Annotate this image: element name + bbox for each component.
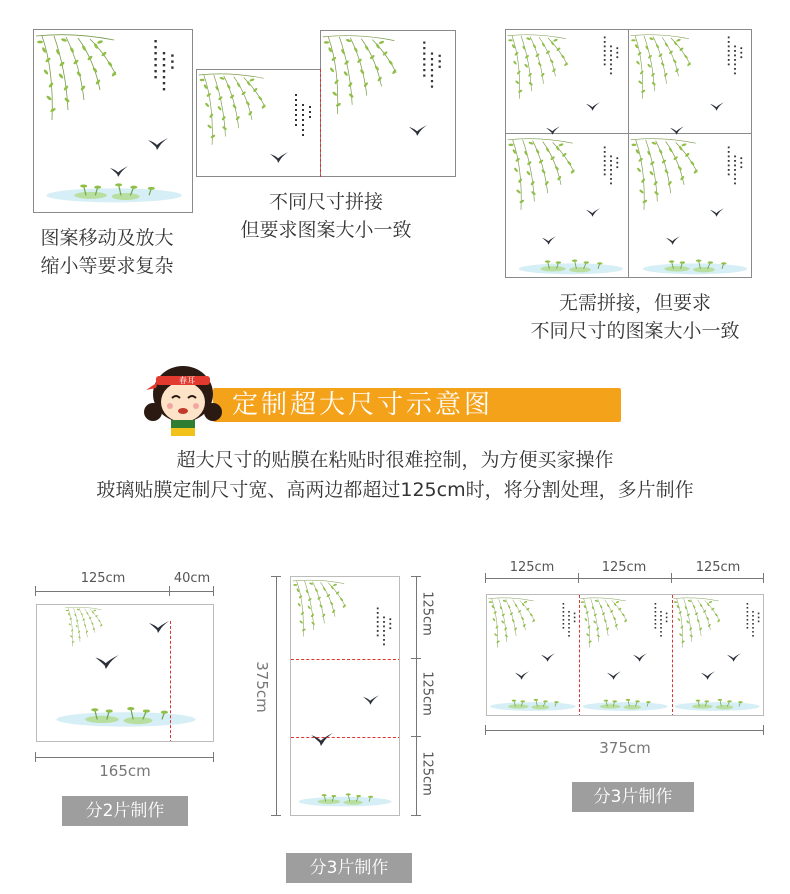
intro-line-1: 超大尺寸的贴膜在粘贴时很难控制，为方便买家操作 [176,449,614,471]
dim-label: 125cm [420,669,435,719]
mascot-icon [138,352,228,442]
mascot-badge: 春耳 [179,376,195,385]
example-panel-3-pieces-vertical [290,576,400,816]
poem-calligraphy [653,603,669,643]
pond-illustration [640,258,750,276]
dim-tick [213,586,214,596]
willow-illustration [629,134,729,244]
caption-line: 不同尺寸拼接 [268,191,383,213]
banner-title: 定制超大尺寸示意图 [232,390,494,420]
swallow-icon [710,208,724,217]
pieces-label: 分3片制作 [572,782,694,812]
dim-label: 125cm [601,560,647,575]
swallow-icon [363,695,379,705]
dim-tick [271,576,281,577]
dim-tick [485,573,486,583]
dim-label: 125cm [695,560,741,575]
swallow-icon [666,236,680,245]
swallow-icon [607,671,621,680]
pond-illustration [673,697,761,713]
pattern-panel-joined-left [196,69,322,177]
dim-tick [35,752,36,762]
cut-line [579,595,580,716]
swallow-icon [710,102,724,111]
caption-line: 不同尺寸的图案大小一致 [530,320,740,342]
poem-calligraphy [726,36,744,82]
pieces-label: 分2片制作 [62,796,188,826]
dim-tick [411,736,421,737]
pattern-panel-moving [33,29,193,213]
cut-line [672,595,673,716]
swallow-icon [95,655,119,669]
pieces-label: 分3片制作 [286,853,412,883]
pond-illustration [41,705,211,729]
dim-tick [271,815,281,816]
dim-label: 125cm [420,589,435,639]
swallow-icon [542,236,556,245]
dim-tick [763,725,764,735]
swallow-icon [515,671,529,680]
dim-label: 40cm [173,571,211,586]
caption-line: 但要求图案大小一致 [240,219,412,241]
swallow-icon [311,733,333,746]
swallow-icon [586,102,600,111]
dim-tick [411,576,421,577]
swallow-icon [149,621,169,633]
dim-line [36,591,214,592]
pond-illustration [516,258,626,276]
swallow-icon [670,126,684,135]
dim-label: 375cm [599,739,651,757]
dim-tick [763,573,764,583]
poem-calligraphy [602,36,620,82]
caption-line: 无需拼接，但要求 [558,292,711,314]
willow-illustration [37,605,147,665]
swallow-icon [633,653,647,662]
poem-calligraphy [745,603,761,643]
dim-label: 165cm [99,762,151,780]
seam-line [320,69,321,177]
pond-illustration [44,180,184,206]
willow-illustration [506,134,606,244]
dim-tick [169,586,170,596]
swallow-icon [270,152,288,163]
example-panel-2-pieces [36,604,214,742]
dim-tick [411,815,421,816]
pattern-grid [505,29,752,278]
swallow-icon [541,653,555,662]
dim-line [36,757,214,758]
intro-line-2: 玻璃贴膜定制尺寸宽、高两边都超过125cm时，将分割处理，多片制作 [96,479,694,501]
willow-illustration [629,30,719,130]
dim-tick [35,586,36,596]
dim-line [486,578,764,579]
cut-line [170,621,171,742]
swallow-icon [409,125,427,136]
swallow-icon [148,138,168,150]
poem-calligraphy [421,41,443,97]
caption-moving [0,224,214,280]
dim-label: 125cm [80,571,126,586]
pond-illustration [297,789,393,811]
dim-label: 375cm [253,661,271,713]
poem-calligraphy [561,603,577,643]
caption-joined [196,188,456,244]
dim-line [276,576,277,816]
swallow-icon [701,671,715,680]
swallow-icon [546,126,560,135]
swallow-icon [110,166,128,177]
willow-illustration [34,30,154,160]
willow-illustration [506,30,596,130]
cut-line [291,659,400,660]
caption-grid [490,289,780,345]
dim-tick [671,573,672,583]
dim-tick [578,573,579,583]
poem-calligraphy [602,146,620,192]
swallow-icon [727,653,741,662]
pattern-panel-joined-right [320,30,456,177]
willow-illustration [291,577,371,663]
caption-line: 图案移动及放大 [40,227,174,249]
dim-label: 125cm [509,560,555,575]
poem-calligraphy [293,94,313,144]
pond-illustration [581,697,669,713]
poem-calligraphy [375,607,393,653]
mascot-girl [138,352,228,442]
swallow-icon [586,208,600,217]
caption-line: 缩小等要求复杂 [40,255,174,277]
poem-calligraphy [152,40,176,100]
poem-calligraphy [726,146,744,192]
dim-tick [485,725,486,735]
pond-illustration [489,697,577,713]
dim-label: 125cm [420,749,435,799]
dim-line [486,730,764,731]
dim-tick [213,752,214,762]
example-panel-3-pieces-horizontal [486,594,764,716]
dim-line [416,576,417,816]
dim-tick [411,658,421,659]
cut-line [291,737,400,738]
